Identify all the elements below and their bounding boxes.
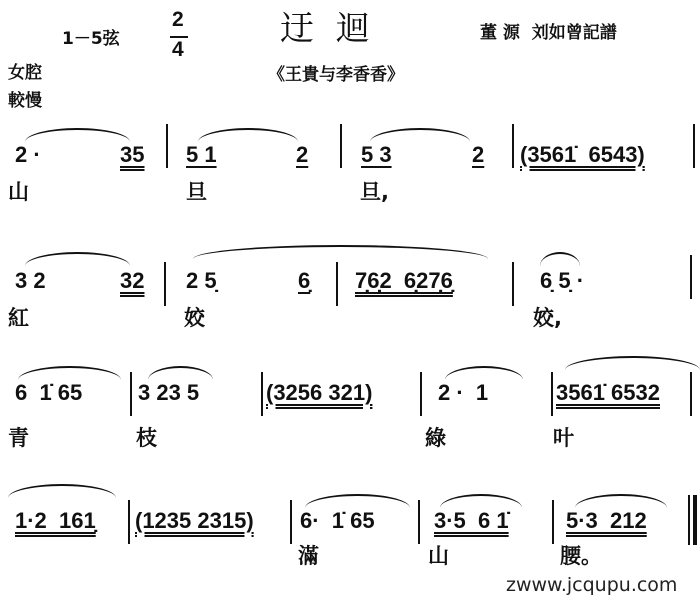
lyric: 紅	[8, 306, 29, 330]
note: 6̣	[298, 268, 311, 293]
slur	[193, 245, 488, 259]
barline	[551, 372, 553, 416]
note: 2 5̣	[186, 268, 217, 293]
barline	[261, 372, 263, 416]
slur	[305, 494, 410, 508]
note: 5 3	[361, 142, 392, 167]
slur	[575, 494, 667, 508]
slur	[25, 128, 130, 142]
note: 6̣ 5̣ ·	[540, 268, 585, 293]
barline	[693, 124, 695, 168]
barline	[690, 255, 692, 299]
note: 7̣6̣2 6̣27̣6̣	[355, 268, 453, 293]
slur	[148, 366, 213, 380]
lyric: 青	[8, 426, 29, 450]
note: 2 · 1	[438, 380, 489, 405]
note: (1235 2315)	[135, 508, 254, 533]
time-sig-bottom: 4	[172, 38, 184, 61]
final-barline-thin	[688, 495, 690, 545]
credits: 董 源 刘如曾記譜	[480, 23, 617, 43]
tuning: 1－5弦	[62, 29, 120, 49]
lyric: 旦	[186, 180, 207, 204]
barline	[420, 372, 422, 416]
lyric: 旦,	[360, 180, 389, 204]
note: (3256 321)	[266, 380, 373, 405]
lyric: 姣,	[533, 306, 562, 330]
note: 3 23 5	[138, 380, 200, 405]
lyric: 腰。	[560, 544, 602, 568]
title: 迂 迴	[280, 9, 370, 49]
lyric: 山	[428, 544, 449, 568]
barline	[340, 124, 342, 168]
lyric: 滿	[298, 544, 319, 568]
barline	[690, 372, 692, 416]
voice-label: 女腔	[8, 63, 42, 83]
slur	[198, 128, 298, 142]
slur	[445, 366, 523, 380]
barline	[128, 500, 130, 544]
lyric: 枝	[136, 426, 157, 450]
slur	[370, 128, 470, 142]
note: 5 1	[186, 142, 217, 167]
barline	[166, 124, 168, 168]
note: 1·2 161̣	[15, 508, 96, 533]
note: 32	[120, 268, 145, 293]
note: (3561̇ 6543)	[520, 142, 645, 167]
note: 3561̇ 6532	[556, 380, 660, 405]
slur	[25, 252, 130, 266]
barline	[130, 372, 132, 416]
note: 2	[296, 142, 309, 167]
lyric: 叶	[553, 426, 574, 450]
time-sig-top: 2	[172, 8, 184, 31]
slur	[565, 356, 700, 370]
slur	[18, 366, 121, 380]
note: 35	[120, 142, 145, 167]
slur	[540, 252, 580, 266]
lyric: 綠	[425, 426, 446, 450]
slur	[440, 494, 522, 508]
barline	[290, 500, 292, 544]
slur	[8, 484, 116, 498]
note: 6 1̇ 65	[15, 380, 83, 405]
tempo-label: 較慢	[8, 91, 42, 111]
barline	[336, 262, 338, 306]
note: 3 2	[15, 268, 46, 293]
subtitle: 《王貴与李香香》	[268, 65, 404, 85]
barline	[512, 262, 514, 306]
note: 2	[472, 142, 485, 167]
note: 6· 1̇ 65	[300, 508, 375, 533]
barline	[512, 124, 514, 168]
note: 2 ·	[15, 142, 41, 167]
note: 3·5 6 1̇	[434, 508, 509, 533]
final-barline-thick	[693, 495, 697, 545]
barline	[552, 500, 554, 544]
watermark: zwww.jcqupu.com	[506, 574, 678, 596]
lyric: 姣	[184, 306, 205, 330]
note: 5·3 212	[566, 508, 647, 533]
barline	[164, 262, 166, 306]
lyric: 山	[8, 180, 29, 204]
barline	[418, 500, 420, 544]
